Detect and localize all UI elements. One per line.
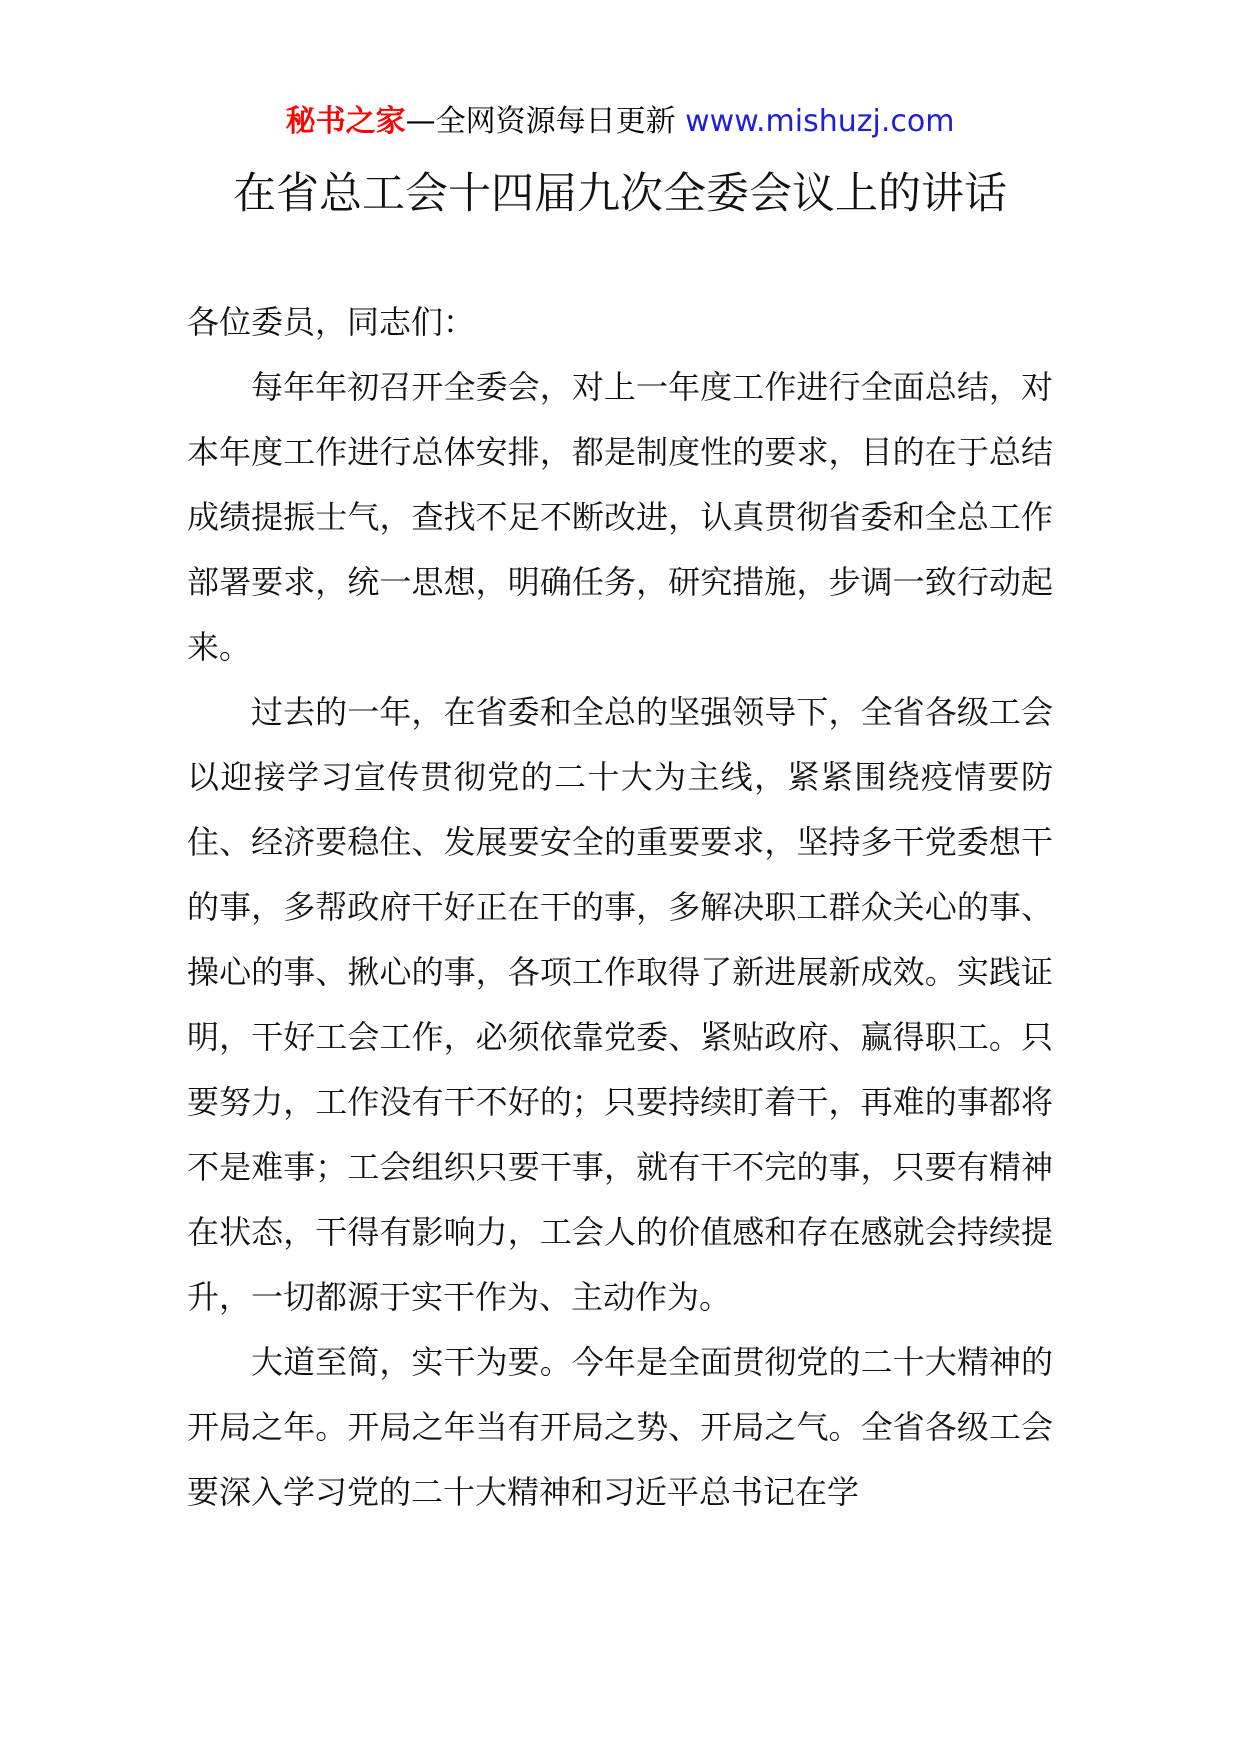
site-header xyxy=(0,100,1240,144)
document-body xyxy=(187,290,1053,1525)
site-url-link[interactable]: www.mishuzj.com xyxy=(685,104,955,139)
document-title: 在省总工会十四届九次全委会议上的讲话 xyxy=(233,169,1007,219)
paragraph: 大道至简，实干为要。今年是全面贯彻党的二十大精神的开局之年。开局之年当有开局之势、开局之气。全省各级工会要深入学习党的二十大精神和习近平总书记在学 xyxy=(187,1343,1053,1511)
paragraph: 过去的一年，在省委和全总的坚强领导下，全省各级工会以迎接学习宣传贯彻党的二十大为主线，紧紧围绕疫情要防住、经济要稳住、发展要安全的重要要求，坚持多干党委想干的事，多帮政府干好正在干的事，多解决职工群众关心的事、操心的事、揪心的事，各项工作取得了新进展新成效。实践证明，干好工会工作，必须依靠党委、紧贴政府、赢得职工。只要努力，工作没有干不好的；只要持续盯着干，再难的事都将不是难事；工会组织只要干事，就有干不完的事，只要有精神在状态，干得有影响力，工会人的价值感和存在感就会持续提升，一切都源于实干作为、主动作为。 xyxy=(187,693,1053,1316)
paragraph: 每年年初召开全委会，对上一年度工作进行全面总结，对本年度工作进行总体安排，都是制度性的要求，目的在于总结成绩提振士气，查找不足不断改进，认真贯彻省委和全总工作部署要求，统一思想，明确任务，研究措施，步调一致行动起来。 xyxy=(187,368,1053,666)
brand-name: 秘书之家 xyxy=(285,104,406,139)
salutation: 各位委员，同志们： xyxy=(187,303,476,341)
header-tagline: —全网资源每日更新 xyxy=(405,104,676,139)
